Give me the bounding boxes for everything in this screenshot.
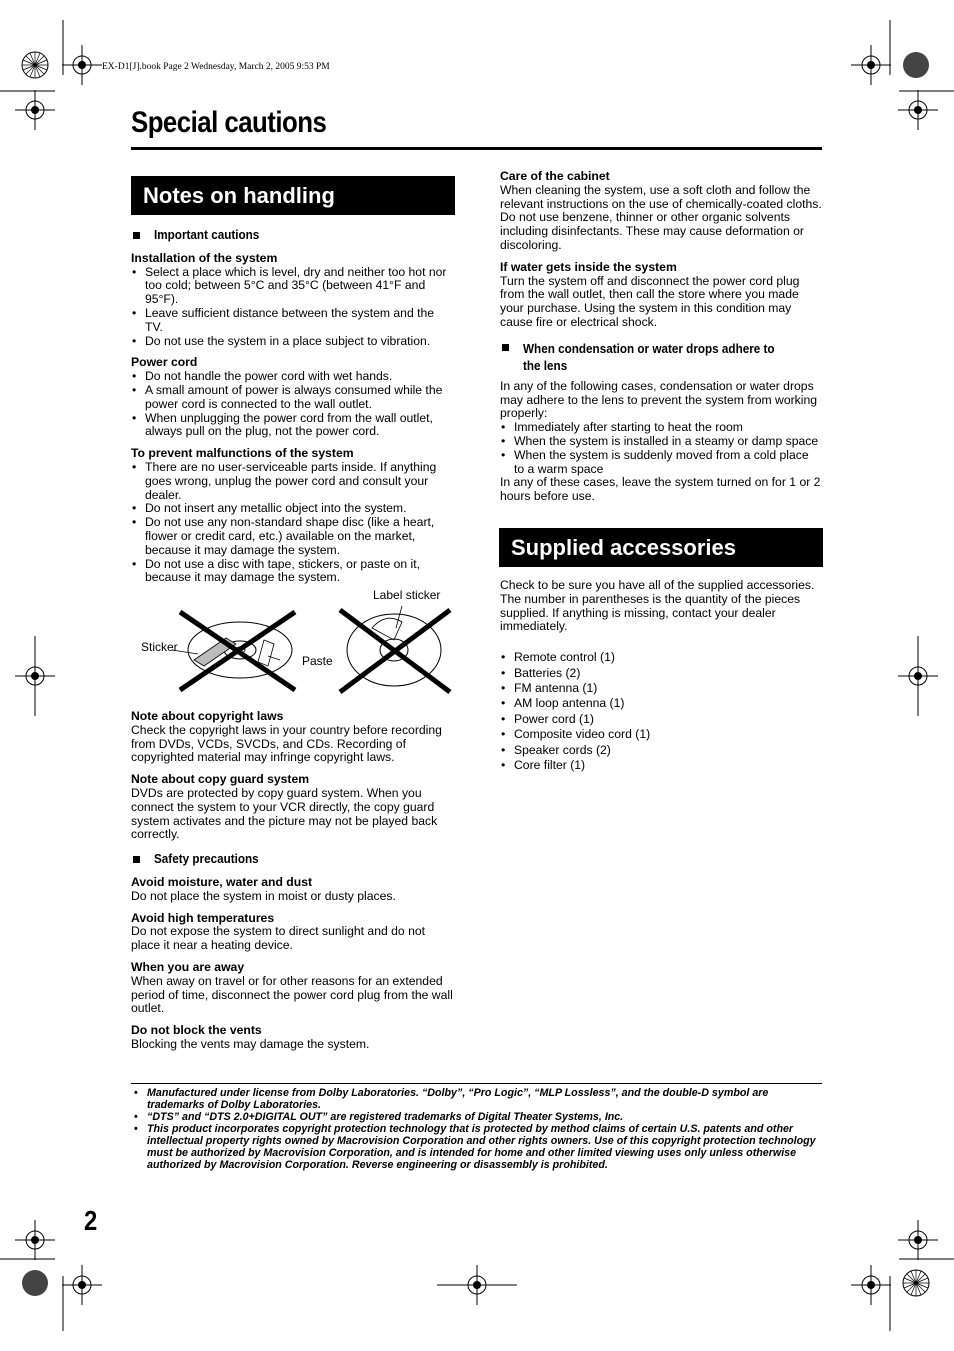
list-item: • FM antenna (1) — [500, 681, 822, 696]
disc-with-label-figure — [340, 606, 450, 692]
list-item: • Power cord (1) — [500, 712, 822, 727]
copy-guard-block — [131, 773, 455, 842]
block-label: Avoid high temperatures — [131, 910, 275, 925]
malfunctions-list — [131, 461, 455, 585]
moisture-block — [131, 876, 455, 904]
section-title: Notes on handling — [143, 183, 335, 208]
list-item: • Speaker cords (2) — [500, 743, 822, 758]
left-column — [131, 228, 455, 593]
list-item: • Do not use a disc with tape, stickers, or paste on it, because it may damage the system. — [131, 558, 455, 586]
vents-block — [131, 1024, 455, 1052]
accessories-column — [500, 579, 822, 773]
block-label: Care of the cabinet — [500, 169, 610, 183]
block-text: When away on travel or for other reasons for an extended period of time, disconnect the power cord plug from the wall outlet. — [131, 973, 453, 1016]
cabinet-block — [500, 170, 822, 253]
block-text: Turn the system off and disconnect the power cord plug from the wall outlet, then call the store where you made your purchase. Using the system in this condition may cause fire or electrical shock. — [500, 273, 800, 329]
block-text: Blocking the vents may damage the system. — [131, 1036, 370, 1051]
list-item: • Do not use any non-standard shape disc (like a heart, flower or credit card, etc.) available on the market, because it may damage the system. — [131, 516, 455, 557]
accessories-intro-2: The number in parentheses is the quantity of the pieces supplied. If anything is missing, contact your dealer immediately. — [500, 591, 801, 634]
list-item: • There are no user-serviceable parts inside. If anything goes wrong, unplug the power cord and consult your dealer. — [131, 461, 455, 502]
block-label: Power cord — [131, 355, 198, 370]
block-text: When cleaning the system, use a soft cloth and follow the relevant instructions on the use of chemically-coated cloths. Do not use benzene, thinner or other organic solvents including disinfectants. These may cause deformation or discoloring. — [500, 182, 822, 252]
block-label: Note about copy guard system — [131, 772, 310, 787]
left-column-lower — [131, 710, 455, 1060]
list-item: • AM loop antenna (1) — [500, 696, 822, 711]
footnote-rule — [131, 1083, 822, 1084]
figure-label-sticker: Label sticker — [373, 588, 441, 602]
page-number: 2 — [84, 1205, 98, 1236]
list-item: • Batteries (2) — [500, 666, 822, 681]
list-item: • When the system is suddenly moved from a cold place to a warm space — [500, 449, 822, 477]
footnote-item: • This product incorporates copyright protection technology that is protected by method claims of certain U.S. patents and other intellectual property rights owned by Macrovision Corporation and other rights owners. Use of this copyright protection technology must be authorized by Macrovision Corporation, and is intended for home and other limited viewing uses only unless otherwise authorized by Macrovision Corporation. Reverse engineering or disassembly is prohibited. — [131, 1123, 821, 1171]
block-label: When you are away — [131, 959, 245, 974]
malfunctions-block — [131, 447, 455, 585]
list-item: • Leave sufficient distance between the system and the TV. — [131, 307, 455, 335]
square-bullet-icon — [133, 856, 140, 863]
accessories-list — [500, 650, 822, 773]
condensation-intro: In any of the following cases, condensation or water drops may adhere to the lens to prevent the system from working properly: — [500, 378, 818, 421]
block-label: Installation of the system — [131, 250, 278, 265]
block-label: If water gets inside the system — [500, 259, 677, 274]
safety-precautions-heading: Safety precautions — [131, 852, 455, 866]
disc-prohibited-illustration — [140, 600, 460, 700]
accessories-intro: Check to be sure you have all of the supplied accessories. — [500, 578, 815, 592]
list-item: • Remote control (1) — [500, 650, 822, 665]
block-label: Note about copyright laws — [131, 709, 284, 723]
condensation-outro: In any of these cases, leave the system turned on for 1 or 2 hours before use. — [500, 475, 821, 504]
title-rule — [131, 147, 822, 150]
list-item: • When the system is installed in a steamy or damp space — [500, 435, 822, 449]
page-title: Special cautions — [131, 106, 327, 139]
list-item: • Core filter (1) — [500, 758, 822, 773]
installation-block — [131, 252, 455, 349]
important-cautions-heading: Important cautions — [131, 228, 455, 242]
file-header-note: EX-D1[J].book Page 2 Wednesday, March 2, 2005 9:53 PM — [102, 62, 330, 72]
square-bullet-icon — [133, 232, 140, 239]
list-item: • Immediately after starting to heat the room — [500, 421, 822, 435]
block-label: To prevent malfunctions of the system — [131, 446, 354, 461]
block-label: Avoid moisture, water and dust — [131, 874, 313, 889]
list-item: • A small amount of power is always consumed while the power cord is connected to the wall outlet. — [131, 384, 455, 412]
installation-list — [131, 266, 455, 349]
section-title: Supplied accessories — [511, 535, 736, 560]
section-band-notes-on-handling — [131, 176, 455, 215]
footnotes — [131, 1087, 821, 1171]
water-block — [500, 261, 822, 330]
block-text: Do not place the system in moist or dusty places. — [131, 888, 396, 903]
away-block — [131, 961, 455, 1016]
power-cord-block — [131, 356, 455, 439]
right-column — [500, 170, 822, 504]
figure-sticker: Sticker — [141, 640, 178, 654]
list-item: • Do not use the system in a place subject to vibration. — [131, 335, 455, 349]
list-item: • Select a place which is level, dry and neither too hot nor too cold; between 5°C and 35°C (between 41°F and 95°F). — [131, 266, 455, 307]
block-text: Do not expose the system to direct sunlight and do not place it near a heating device. — [131, 924, 426, 953]
list-item: • Do not handle the power cord with wet hands. — [131, 370, 455, 384]
temperatures-block — [131, 912, 455, 953]
square-bullet-icon — [502, 344, 509, 351]
disc-with-sticker-figure — [172, 612, 295, 690]
list-item: • Do not insert any metallic object into the system. — [131, 502, 455, 516]
list-item: • Composite video cord (1) — [500, 727, 822, 742]
section-band-supplied-accessories — [499, 528, 823, 567]
block-text: Check the copyright laws in your country before recording from DVDs, VCDs, SVCDs, and CDs. Recording of copyrighted material may infringe copyright laws. — [131, 722, 442, 765]
power-cord-list — [131, 370, 455, 439]
condensation-list — [500, 421, 822, 476]
footnote-item: • “DTS” and “DTS 2.0+DIGITAL OUT” are registered trademarks of Digital Theater Systems, Inc. — [131, 1111, 821, 1123]
list-item: • When unplugging the power cord from the wall outlet, always pull on the plug, not the power cord. — [131, 412, 455, 440]
condensation-block — [500, 380, 822, 504]
footnote-item: • Manufactured under license from Dolby Laboratories. “Dolby”, “Pro Logic”, “MLP Lossless”, and the double-D symbol are trademarks of Dolby Laboratories. — [131, 1087, 821, 1111]
copyright-block — [131, 710, 455, 765]
condensation-heading: When condensation or water drops adhere to the lens — [500, 340, 822, 374]
block-text: DVDs are protected by copy guard system. When you connect the system to your VCR directly, the copy guard system activates and the picture may not be played back correctly. — [131, 785, 438, 842]
figure-paste: Paste — [302, 654, 333, 668]
block-label: Do not block the vents — [131, 1023, 262, 1038]
